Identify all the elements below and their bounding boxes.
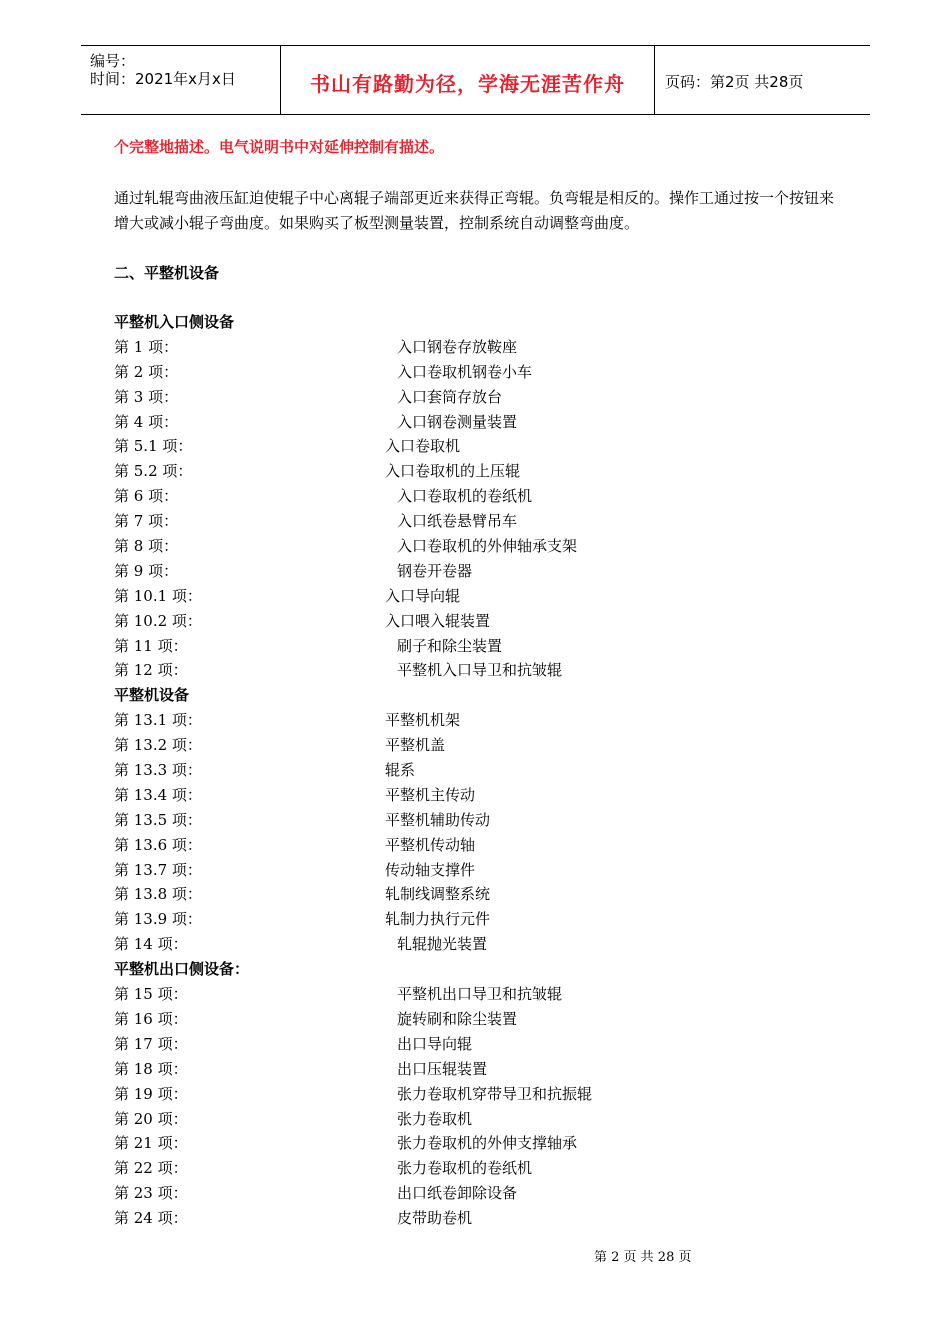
item-number: 第 13.1 项：: [114, 711, 202, 730]
item-description: 轧制力执行元件: [385, 910, 491, 929]
item-description: 张力卷取机: [397, 1109, 473, 1128]
item-description: 平整机传动轴: [385, 835, 476, 854]
item-description: 刷子和除尘装置: [397, 636, 503, 655]
item-number: 第 24 项：: [114, 1209, 188, 1228]
item-number: 第 13.5 项：: [114, 810, 202, 829]
item-description: 传动轴支撑件: [385, 860, 476, 879]
item-number: 第 21 项：: [114, 1134, 188, 1153]
section-heading: 平整机出口侧设备：: [114, 960, 250, 979]
item-description: 入口套筒存放台: [397, 387, 503, 406]
item-description: 入口钢卷测量装置: [397, 412, 518, 431]
item-description: 入口导向辊: [385, 586, 461, 605]
equipment-item: [114, 609, 814, 634]
item-description: 辊系: [385, 761, 416, 780]
item-number: 第 6 项：: [114, 487, 179, 506]
item-number: 第 4 项：: [114, 412, 179, 431]
equipment-item: [114, 1082, 814, 1107]
item-description: 张力卷取机穿带导卫和抗振辊: [397, 1084, 593, 1103]
item-number: 第 16 项：: [114, 1009, 188, 1028]
equipment-item: [114, 758, 814, 783]
equipment-item: [114, 484, 814, 509]
item-description: 平整机主传动: [385, 785, 476, 804]
item-number: 第 11 项：: [114, 636, 188, 655]
item-description: 入口卷取机的卷纸机: [397, 487, 533, 506]
item-description: 入口卷取机的外伸轴承支架: [397, 537, 578, 556]
equipment-item: [114, 584, 814, 609]
equipment-item: [114, 410, 814, 435]
item-number: 第 3 项：: [114, 387, 179, 406]
equipment-item: [114, 808, 814, 833]
equipment-item: [114, 858, 814, 883]
equipment-item: [114, 1181, 814, 1206]
item-number: 第 13.3 项：: [114, 761, 202, 780]
item-description: 入口卷取机: [385, 437, 461, 456]
item-description: 平整机入口导卫和抗皱辊: [397, 661, 563, 680]
equipment-item: [114, 833, 814, 858]
item-number: 第 8 项：: [114, 537, 179, 556]
equipment-item: [114, 385, 814, 410]
equipment-item: [114, 932, 814, 957]
item-number: 第 22 项：: [114, 1159, 188, 1178]
item-number: 第 12 项：: [114, 661, 188, 680]
item-description: 钢卷开卷器: [397, 561, 473, 580]
item-number: 第 18 项：: [114, 1059, 188, 1078]
equipment-item: [114, 634, 814, 659]
item-number: 第 5.2 项：: [114, 462, 193, 481]
item-number: 第 19 项：: [114, 1084, 188, 1103]
intro-paragraph: 通过轧辊弯曲液压缸迫使辊子中心离辊子端部更近来获得正弯辊。负弯辊是相反的。操作工通过按一个按钮来增大或减小辊子弯曲度。如果购买了板型测量装置，控制系统自动调整弯曲度。: [114, 189, 835, 232]
page-header: [81, 45, 870, 115]
equipment-item: [114, 708, 814, 733]
equipment-item: [114, 783, 814, 808]
item-number: 第 23 项：: [114, 1184, 188, 1203]
item-number: 第 13.8 项：: [114, 885, 202, 904]
equipment-item: [114, 1032, 814, 1057]
item-description: 皮带助卷机: [397, 1209, 473, 1228]
equipment-item: [114, 360, 814, 385]
equipment-item: [114, 434, 814, 459]
item-description: 入口卷取机的上压辊: [385, 462, 521, 481]
item-description: 平整机机架: [385, 711, 461, 730]
item-description: 入口卷取机钢卷小车: [397, 362, 533, 381]
equipment-item: [114, 1107, 814, 1132]
equipment-item: [114, 559, 814, 584]
item-number: 第 7 项：: [114, 512, 179, 531]
equipment-item: [114, 1131, 814, 1156]
item-number: 第 13.7 项：: [114, 860, 202, 879]
equipment-item: [114, 882, 814, 907]
item-description: 旋转刷和除尘装置: [397, 1009, 518, 1028]
item-description: 入口喂入辊装置: [385, 611, 491, 630]
document-number-label: 编号：: [90, 52, 136, 70]
item-number: 第 9 项：: [114, 561, 179, 580]
section-heading: 平整机入口侧设备: [114, 313, 235, 331]
item-description: 张力卷取机的外伸支撑轴承: [397, 1134, 578, 1153]
equipment-list: [114, 310, 814, 1231]
item-number: 第 17 项：: [114, 1034, 188, 1053]
equipment-item: [114, 733, 814, 758]
item-description: 平整机辅助传动: [385, 810, 491, 829]
equipment-item: [114, 1206, 814, 1231]
equipment-item: [114, 1057, 814, 1082]
section-title: 二、平整机设备: [114, 264, 220, 282]
item-number: 第 1 项：: [114, 337, 179, 356]
item-description: 张力卷取机的卷纸机: [397, 1159, 533, 1178]
item-description: 轧制线调整系统: [385, 885, 491, 904]
item-number: 第 13.2 项：: [114, 736, 202, 755]
item-description: 平整机出口导卫和抗皱辊: [397, 985, 563, 1004]
item-description: 平整机盖: [385, 736, 446, 755]
item-number: 第 14 项：: [114, 935, 188, 954]
item-number: 第 5.1 项：: [114, 437, 193, 456]
equipment-item: [114, 658, 814, 683]
equipment-item: [114, 1156, 814, 1181]
equipment-item: [114, 907, 814, 932]
equipment-item: [114, 335, 814, 360]
item-number: 第 10.1 项：: [114, 586, 202, 605]
item-number: 第 13.9 项：: [114, 910, 202, 929]
footer-page-number: 第 2 页 共 28 页: [594, 1250, 692, 1265]
item-number: 第 13.4 项：: [114, 785, 202, 804]
equipment-item: [114, 982, 814, 1007]
header-motto: 书山有路勤为径，学海无涯苦作舟: [310, 72, 625, 96]
equipment-item: [114, 509, 814, 534]
item-description: 出口压辊装置: [397, 1059, 488, 1078]
equipment-item: [114, 534, 814, 559]
item-description: 入口钢卷存放鞍座: [397, 337, 518, 356]
section-heading: 平整机设备: [114, 686, 190, 705]
equipment-item: [114, 1007, 814, 1032]
intro-red-sentence: 个完整地描述。电气说明书中对延伸控制有描述。: [114, 138, 445, 156]
item-description: 入口纸卷悬臂吊车: [397, 512, 518, 531]
item-description: 出口纸卷卸除设备: [397, 1184, 518, 1203]
equipment-item: [114, 459, 814, 484]
item-number: 第 2 项：: [114, 362, 179, 381]
item-description: 轧辊抛光装置: [397, 935, 488, 954]
item-number: 第 20 项：: [114, 1109, 188, 1128]
item-number: 第 15 项：: [114, 985, 188, 1004]
header-divider: [654, 46, 655, 114]
item-number: 第 10.2 项：: [114, 611, 202, 630]
header-page-label: 页码：第2页 共28页: [665, 73, 804, 91]
item-number: 第 13.6 项：: [114, 835, 202, 854]
document-time-label: 时间：2021年x月x日: [90, 70, 236, 88]
item-description: 出口导向辊: [397, 1034, 473, 1053]
